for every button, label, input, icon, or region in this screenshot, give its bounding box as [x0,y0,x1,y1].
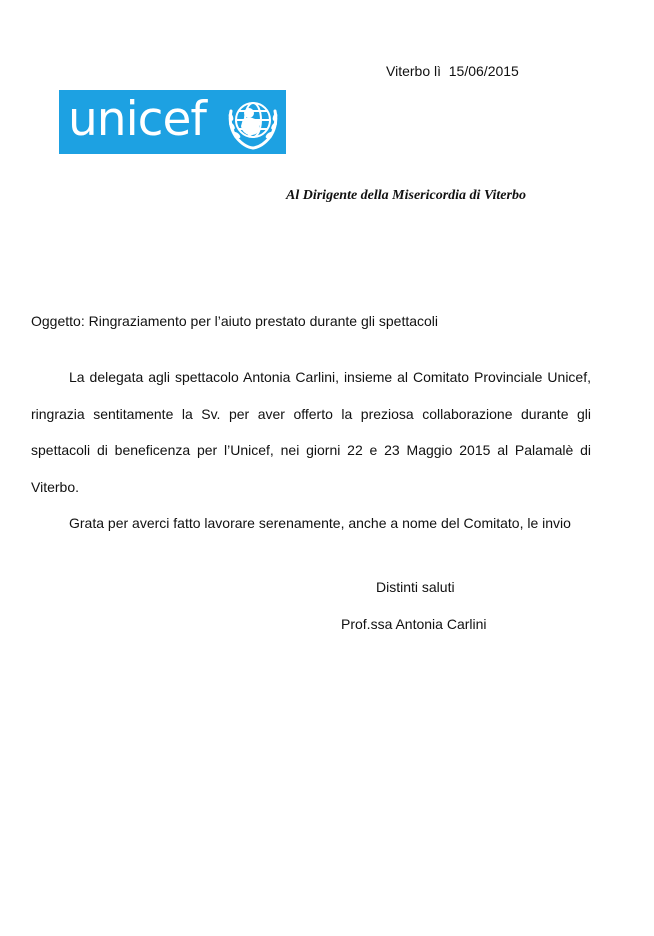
unicef-logo [59,90,286,154]
logo-wordmark: unicef [68,92,206,147]
unicef-globe-emblem-icon [225,93,281,151]
recipient-line: Al Dirigente della Misericordia di Viterbo [286,188,526,203]
closing-line: Distinti saluti [376,579,455,595]
date-line: Viterbo lì 15/06/2015 [386,63,519,79]
signature-line: Prof.ssa Antonia Carlini [341,616,487,632]
letter-body [31,359,591,542]
body-paragraph: Grata per averci fatto lavorare serenamente, anche a nome del Comitato, le invio [69,515,571,531]
subject-line: Oggetto: Ringraziamento per l’aiuto prestato durante gli spettacoli [31,313,439,329]
body-paragraph: La delegata agli spettacolo Antonia Carlini, insieme al Comitato Provinciale Unicef, ringrazia sentitamente la Sv. per aver offerto la preziosa collaborazione durante gli spettacoli di beneficenza per l’Unicef, nei giorni 22 e 23 Maggio 2015 al Palamalè di Viterbo. [31,369,591,495]
